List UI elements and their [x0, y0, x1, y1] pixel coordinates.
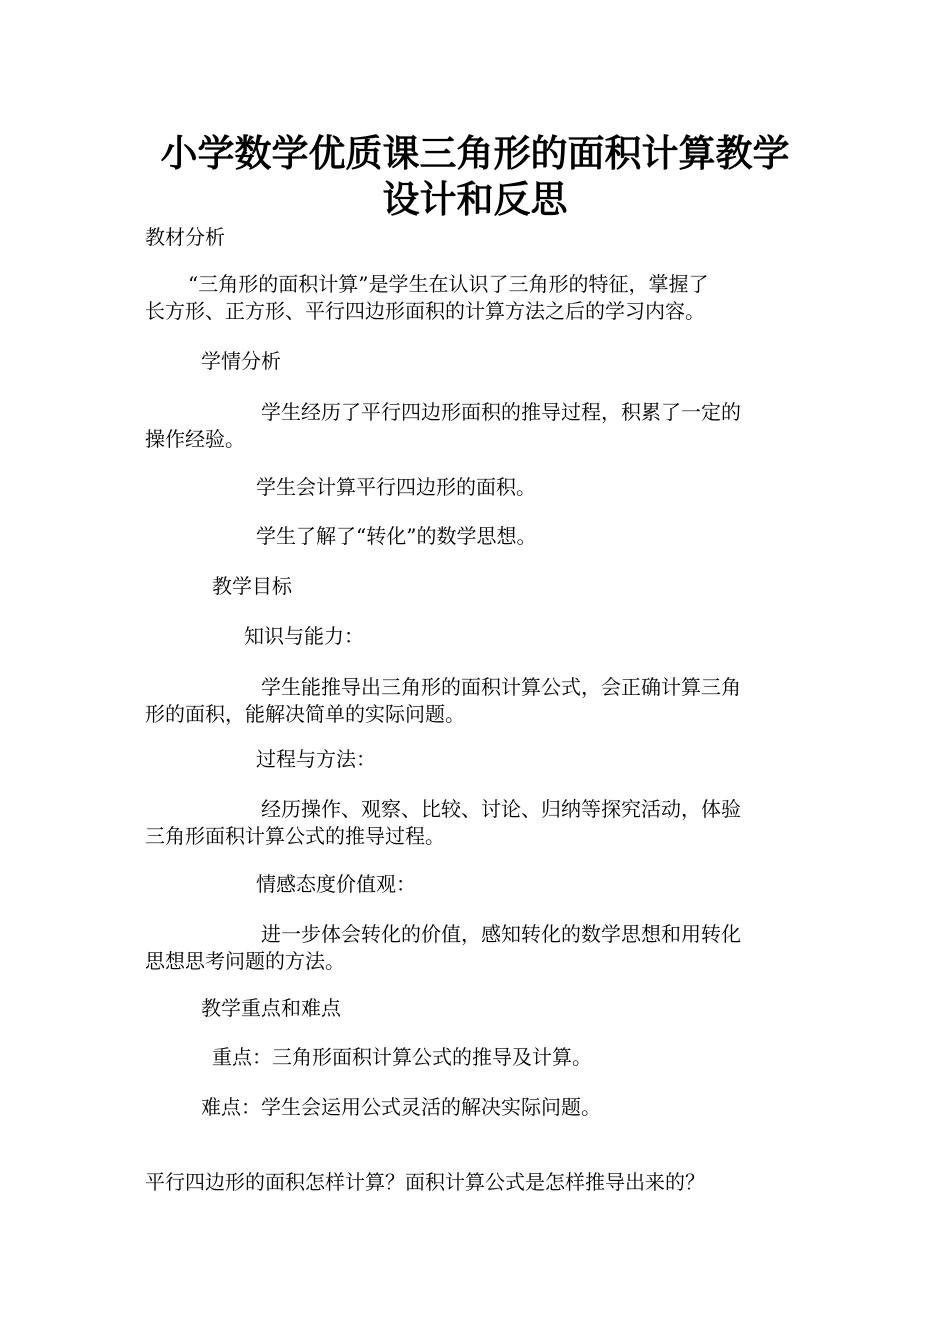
subheading-knowledge-ability: 知识与能力： [244, 624, 364, 648]
text-line: “三角形的面积计算”是学生在认识了三角形的特征，掌握了 [188, 272, 709, 296]
section-heading-student-analysis: 学情分析 [201, 349, 281, 373]
text-line: 经历操作、观察、比较、讨论、归纳等探究活动，体验 [261, 797, 741, 821]
paragraph-knowledge-ability [145, 674, 810, 728]
section-heading-key-difficult: 教学重点和难点 [201, 996, 341, 1020]
paragraph-student-transform: 学生了解了“转化”的数学思想。 [256, 524, 537, 548]
text-line: 操作经验。 [145, 427, 245, 451]
paragraph-textbook-analysis [145, 271, 810, 325]
text-line: 长方形、正方形、平行四边形面积的计算方法之后的学习内容。 [145, 299, 705, 323]
paragraph-student-experience [145, 399, 810, 453]
text-line: 形的面积，能解决简单的实际问题。 [145, 702, 465, 726]
paragraph-difficult-point: 难点：学生会运用公式灵活的解决实际问题。 [201, 1095, 601, 1119]
text-line: 进一步体会转化的价值，感知转化的数学思想和用转化 [261, 922, 741, 946]
document-title-line-1: 小学数学优质课三角形的面积计算教学 [160, 131, 790, 175]
text-line: 思想思考问题的方法。 [145, 949, 345, 973]
paragraph-review-question: 平行四边形的面积怎样计算？面积计算公式是怎样推导出来的？ [145, 1170, 705, 1194]
paragraph-student-calc: 学生会计算平行四边形的面积。 [256, 475, 536, 499]
document-title-line-2: 设计和反思 [382, 177, 568, 221]
section-heading-teaching-goals: 教学目标 [212, 574, 292, 598]
text-line: 学生能推导出三角形的面积计算公式，会正确计算三角 [261, 675, 741, 699]
paragraph-emotion-values [145, 921, 810, 975]
section-heading-textbook-analysis: 教材分析 [145, 225, 225, 249]
paragraph-process-method [145, 796, 810, 850]
paragraph-key-point: 重点：三角形面积计算公式的推导及计算。 [212, 1045, 592, 1069]
text-line: 三角形面积计算公式的推导过程。 [145, 824, 445, 848]
subheading-emotion-values: 情感态度价值观： [256, 872, 416, 896]
text-line: 学生经历了平行四边形面积的推导过程，积累了一定的 [261, 400, 741, 424]
subheading-process-method: 过程与方法： [256, 747, 376, 771]
